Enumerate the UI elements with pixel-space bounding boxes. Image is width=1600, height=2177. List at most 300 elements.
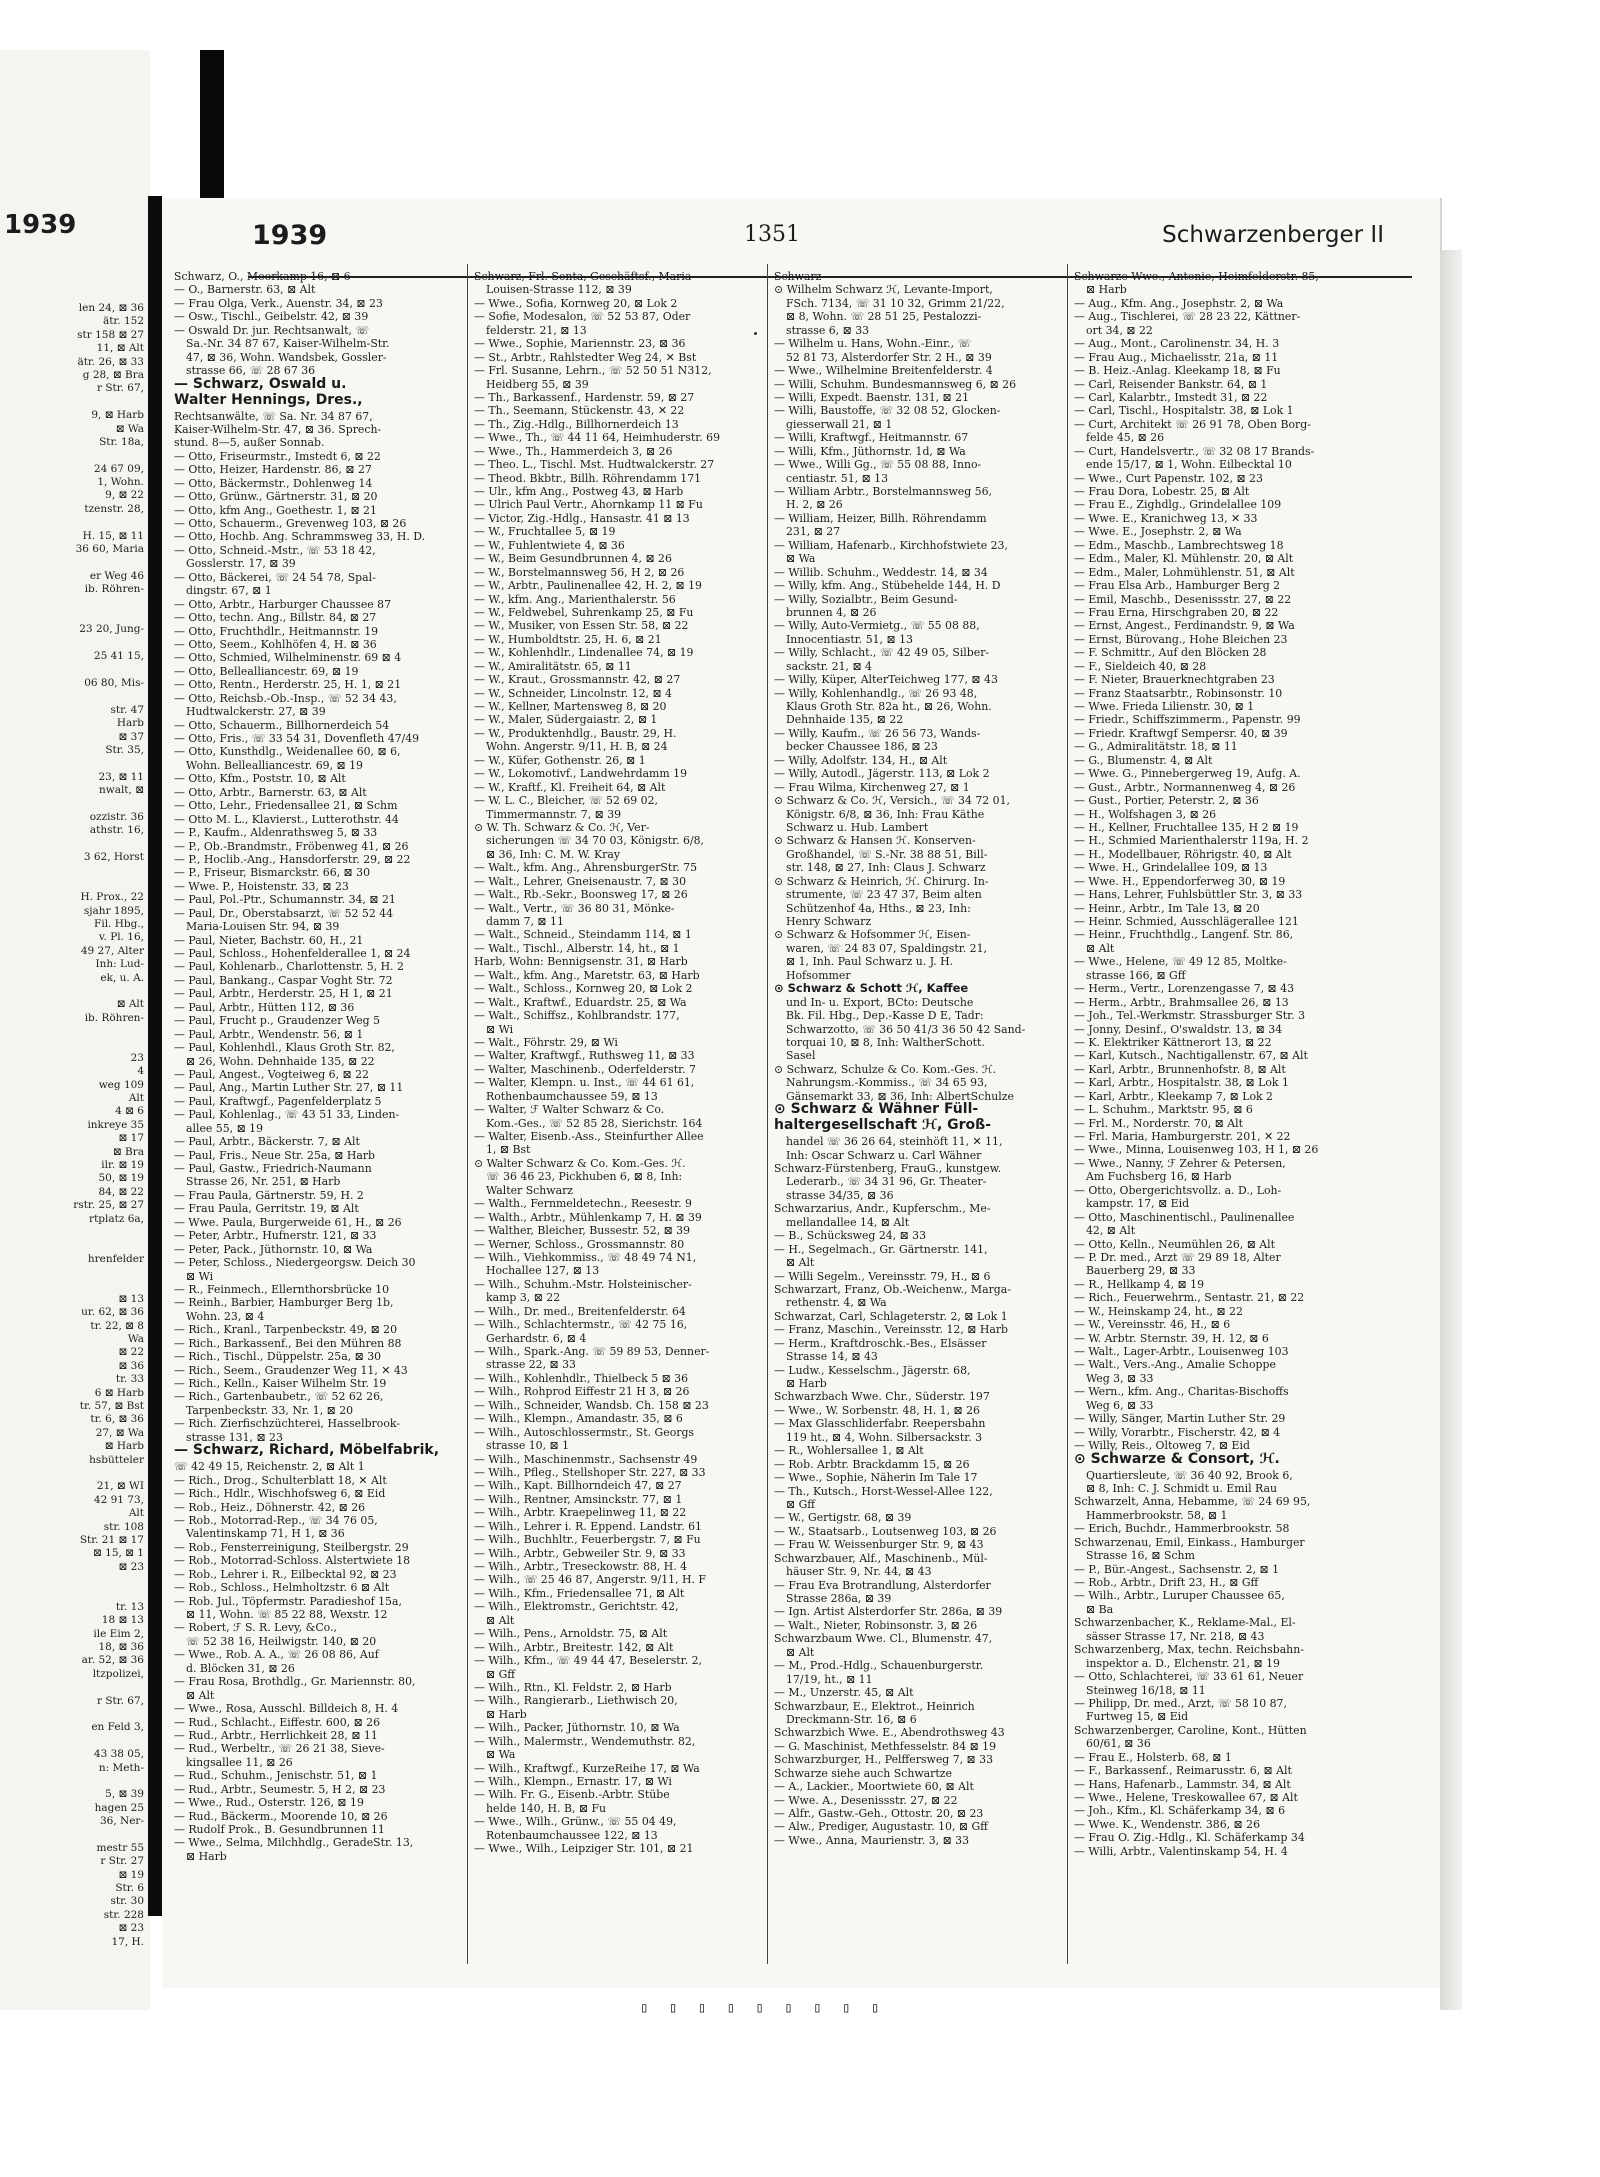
directory-entry-line: — Theo. L., Tischl. Mst. Hudtwalckerstr. 27 [474,458,715,472]
directory-entry-line: ⊠ Wi [486,1022,514,1036]
directory-entry-line: kampstr. 17, ⊠ Eid [1086,1197,1190,1211]
directory-entry-line: — Walt., kfm. Ang., Maretstr. 63, ⊠ Harb [474,968,700,982]
directory-entry-line: — William Arbtr., Borstelmannsweg 56, [774,485,992,498]
directory-entry-line: Hofsommer [786,968,851,982]
previous-page-line: str. 228 [103,1908,144,1921]
previous-page-line [4,1775,144,1788]
previous-page-line: ⊠ Wa [115,422,144,435]
directory-entry-line: Schwarzbauer, Alf., Maschinenb., Mül- [774,1551,988,1565]
directory-entry-line: — Walt., Kraftwf., Eduardstr. 25, ⊠ Wa [474,995,687,1009]
directory-entry-line: — Willy, Kohlenhandlg., ☏ 26 93 48, [774,686,978,700]
directory-entry-line: — Wern., kfm. Ang., Charitas-Bischoffs [1074,1385,1289,1399]
directory-entry-line: ⊙ Schwarz & Hansen ℋ. Konserven- [774,834,976,848]
directory-entry-line: — Otto, Grünw., Gärtnerstr. 31, ⊠ 20 [174,490,378,504]
directory-entry-line: — Wwe., Rob. A. A., ☏ 26 08 86, Auf [174,1648,379,1662]
directory-entry-line: und In- u. Export, BCto: Deutsche [786,995,974,1009]
directory-entry-line: — Otto, Heizer, Hardenstr. 86, ⊠ 27 [174,463,372,477]
directory-entry-line: — Robert, ℱ S. R. Levy, &Co., [174,1621,337,1635]
directory-entry-line: — Wilh., Buchhltr., Feuerbergstr. 7, ⊠ Fu [474,1533,701,1547]
directory-entry-line: ⊙ Walter Schwarz & Co. Kom.-Ges. ℋ. [474,1156,686,1170]
directory-entry-line: damm 7, ⊠ 11 [486,915,564,928]
directory-entry-line: ⊙ Schwarz & Co. ℋ, Versich., ☏ 34 72 01, [774,794,1010,808]
directory-entry-line: — Wwe., Sofia, Kornweg 20, ⊠ Lok 2 [474,296,678,310]
previous-page-line: 06 80, Mis- [84,676,144,689]
previous-page-line: ile Eim 2, [93,1627,144,1640]
directory-entry-line: Wohn. Bellealliancestr. 69, ⊠ 19 [186,758,363,772]
page-number: 1351 [744,222,800,247]
previous-page-line [4,838,144,851]
directory-entry-line: Wohn. 23, ⊠ 4 [186,1309,265,1323]
directory-entry-line: — Erich, Buchdr., Hammerbrookstr. 58 [1074,1522,1290,1536]
directory-entry-line: — Wilh. Fr. G., Eisenb.-Arbtr. Stübe [474,1788,670,1802]
directory-entry-line: 42, ⊠ Alt [1086,1224,1136,1238]
previous-page-line [4,556,144,569]
directory-entry-line: — Peter, Arbtr., Hufnerstr. 121, ⊠ 33 [174,1229,377,1243]
directory-entry-line: ⊠ Wa [486,1748,516,1762]
directory-entry-line: — Herm., Kraftdroschk.-Bes., Elsässer [774,1336,987,1350]
directory-entry-line: — Willy, Adolfstr. 134, H., ⊠ Alt [774,753,948,767]
directory-entry-line: — Walter, Eisenb.-Ass., Steinfurther Allee [474,1130,704,1143]
directory-entry-line: — Rich., Kelln., Kaiser Wilhelm Str. 19 [174,1377,387,1390]
directory-entry-line: sackstr. 21, ⊠ 4 [786,659,872,673]
directory-entry-line: Schwarzat, Carl, Schlageterstr. 2, ⊠ Lok 1 [774,1309,1008,1323]
directory-entry-line: — Paul, Arbtr., Herderstr. 25, H 1, ⊠ 21 [174,987,393,1001]
directory-entry-line: FSch. 7134, ☏ 31 10 32, Grimm 21/22, [786,296,1005,310]
previous-page-line [4,1038,144,1051]
directory-entry-line: — B. Heiz.-Anlag. Kleekamp 18, ⊠ Fu [1074,364,1281,378]
directory-entry-line: — Paul, Bankang., Caspar Voght Str. 72 [174,973,393,987]
directory-entry-line: 52 81 73, Alsterdorfer Str. 2 H., ⊠ 39 [786,350,992,364]
previous-page-line: Str. 6 [115,1882,144,1895]
directory-entry-line: — Rob., Schloss., Helmholtzstr. 6 ⊠ Alt [174,1581,390,1595]
directory-entry-line: — H., Kellner, Fruchtallee 135, H 2 ⊠ 19 [1074,820,1299,834]
directory-entry-line: ☏ 42 49 15, Reichenstr. 2, ⊠ Alt 1 [174,1460,365,1474]
previous-page-line: inkreye 35 [87,1118,144,1131]
directory-entry-line: brunnen 4, ⊠ 26 [786,605,877,619]
directory-entry-line: — Wwe., Curt Papenstr. 102, ⊠ 23 [1074,471,1263,485]
directory-entry-line: — William, Hafenarb., Kirchhofstwiete 23, [774,538,1008,552]
directory-entry-line: — Wilh., Kraftwgf., KurzeReihe 17, ⊠ Wa [474,1761,700,1775]
directory-entry-line: — Wwe., Wilh., Leipziger Str. 101, ⊠ 21 [474,1842,694,1856]
directory-entry-line: — Aug., Mont., Carolinenstr. 34, H. 3 [1074,337,1280,351]
directory-entry-line: — Wwe. H., Grindelallee 109, ⊠ 13 [1074,861,1268,875]
directory-entry-line: — Schwarz, Oswald u. [174,375,347,392]
directory-entry-line: — Friedr. Kraftwgf Sempersr. 40, ⊠ 39 [1074,726,1288,740]
directory-entry-line: ort 34, ⊠ 22 [1086,323,1153,337]
directory-entry-line: — Carl, Tischl., Hospitalstr. 38, ⊠ Lok 1 [1074,404,1294,418]
previous-page-line: v. Pl. 16, [98,931,144,944]
directory-entry-line: — Karl, Arbtr., Brunnenhofstr. 8, ⊠ Alt [1074,1062,1286,1076]
directory-entry-line: — Otto, Maschinentischl., Paulinenallee [1074,1210,1295,1224]
directory-entry-line: — Paul, Angest., Vogteiweg 6, ⊠ 22 [174,1067,369,1081]
directory-entry-line: Tarpenbeckstr. 33, Nr. 1, ⊠ 20 [186,1403,354,1417]
directory-entry-line: Walter Schwarz [486,1183,574,1197]
previous-page-line: er Weg 46 [89,569,144,582]
directory-entry-line: — Frau Dora, Lobestr. 25, ⊠ Alt [1074,485,1250,498]
previous-page-line: 27, ⊠ Wa [95,1426,144,1439]
directory-entry-line: Wohn. Angerstr. 9/11, H. B, ⊠ 24 [486,740,668,754]
directory-entry-line: — Wilh., Klempn., Ernastr. 17, ⊠ Wi [474,1775,672,1788]
directory-entry-line: — Paul, Ang., Martin Luther Str. 27, ⊠ 11 [174,1081,404,1095]
directory-entry-line: — Willi, Kraftwgf., Heitmannstr. 67 [774,431,969,445]
directory-entry-line: — Heinr. Schmied, Ausschlägerallee 121 [1074,915,1299,928]
directory-entry-line: — P. Dr. med., Arzt ☏ 29 89 18, Alter [1074,1250,1281,1264]
directory-entry-line: str. 148, ⊠ 27, Inh: Claus J. Schwarz [786,861,986,875]
directory-entry-line: — Otto, Arbtr., Harburger Chaussee 87 [174,597,392,611]
directory-entry-line: — F., Barkassenf., Reimarusstr. 6, ⊠ Alt [1074,1764,1292,1778]
directory-entry-line: handel ☏ 36 26 64, steinhöft 11, ✕ 11, [786,1135,1003,1149]
directory-entry-line: — Rud., Schlacht., Eiffestr. 600, ⊠ 26 [174,1715,381,1729]
directory-entry-line: Inh: Oscar Schwarz u. Carl Wähner [786,1148,982,1162]
directory-entry-line: Louisen-Strasse 112, ⊠ 39 [486,283,632,297]
previous-page-line [4,878,144,891]
directory-entry-line: inspektor a. D., Elchenstr. 21, ⊠ 19 [1086,1656,1280,1670]
directory-entry-line: — G., Blumenstr. 4, ⊠ Alt [1074,753,1213,767]
directory-entry-line: — Rich., Gartenbaubetr., ☏ 52 62 26, [174,1390,384,1404]
directory-entry-line: — Paul, Kraftwgf., Pagenfelderplatz 5 [174,1094,382,1108]
directory-entry-line: sicherungen ☏ 34 70 03, Königstr. 6/8, [486,834,705,848]
previous-page-line: ätr. 26, ⊠ 33 [77,355,144,368]
directory-entry-line: — Franz, Maschin., Vereinsstr. 12, ⊠ Harb [774,1323,1008,1337]
directory-entry-line: Strasse 26, Nr. 251, ⊠ Harb [186,1175,341,1189]
directory-entry-line: — Hans, Lehrer, Fuhlsbüttler Str. 3, ⊠ 33 [1074,888,1303,902]
scan-shadow [200,50,224,200]
directory-entry-line: — F. Schmittr., Auf den Blöcken 28 [1074,646,1267,660]
directory-entry-line: — Oswald Dr. jur. Rechtsanwalt, ☏ [174,323,370,337]
previous-page-line: 23 20, Jung- [79,623,144,636]
directory-entry-line: Schwarz, Frl. Senta, Geschäftsf., Maria [474,270,692,283]
directory-entry-line: — Alw., Prediger, Augustastr. 10, ⊠ Gff [774,1820,988,1834]
directory-entry-line: — Wilhelm u. Hans, Wohn.-Einr., ☏ [774,337,972,351]
previous-page-line: 17, H. [111,1935,144,1948]
directory-entry-line: — Th., Seemann, Stückenstr. 43, ✕ 22 [474,404,685,418]
directory-entry-line: Timmermannstr. 7, ⊠ 39 [486,807,622,821]
directory-entry-line: — Ludw., Kesselschm., Jägerstr. 68, [774,1363,971,1377]
directory-entry-line: — Schwarz, Richard, Möbelfabrik, [174,1442,440,1459]
previous-page-line: Inh: Lud- [95,958,144,971]
directory-entry-line: Klaus Groth Str. 82a ht., ⊠ 26, Wohn. [786,700,992,713]
directory-entry-line: — Herm., Vertr., Lorenzengasse 7, ⊠ 43 [1074,982,1294,996]
previous-page-line: 36, Ner- [99,1815,144,1828]
previous-page-line: ⊠ 19 [118,1868,144,1881]
directory-entry-line: — Frau E., Zighdlg., Grindelallee 109 [1074,498,1282,512]
directory-entry-line: — W., Produktenhdlg., Baustr. 29, H. [474,726,677,740]
previous-page-line [4,1025,144,1038]
directory-entry-line: — Willy, Autodl., Jägerstr. 113, ⊠ Lok 2 [774,767,990,781]
directory-entry-line: — Walt., Föhrstr. 29, ⊠ Wi [474,1035,618,1049]
directory-entry-line: — Wilh., Pens., Arnoldstr. 75, ⊠ Alt [474,1627,668,1641]
previous-page-line: ⊠ 36 [118,1359,144,1372]
previous-page-line: ⊠ 23 [118,1922,144,1935]
previous-page-line: hrenfelder [87,1252,144,1265]
previous-page-line: 4 ⊠ 6 [115,1105,144,1118]
directory-entry-line: — W., Gertigstr. 68, ⊠ 39 [774,1511,912,1525]
directory-entry-line: — Walt., Tischl., Alberstr. 14, ht., ⊠ 1 [474,941,680,955]
directory-entry-line: strasse 10, ⊠ 1 [486,1439,570,1453]
directory-entry-line: — Rob., Fensterreinigung, Steilbergstr. 29 [174,1540,409,1554]
previous-page-line: 11, ⊠ Alt [96,342,144,355]
column-divider [767,264,768,1964]
previous-page-line: athstr. 16, [89,824,144,837]
directory-entry-line: — Wwe., Selma, Milchhdlg., GeradeStr. 13, [174,1836,414,1850]
directory-entry-line: — Wwe., Wilh., Grünw., ☏ 55 04 49, [474,1815,677,1829]
directory-entry-line: — W., Kraftf., Kl. Freiheit 64, ⊠ Alt [474,780,666,794]
directory-entry-line: — Emil, Maschb., Desenissstr. 27, ⊠ 22 [1074,592,1292,606]
directory-entry-line: — Willi, Kfm., Jüthornstr. 1d, ⊠ Wa [774,444,966,458]
directory-entry-line: — Otto, Kelln., Neumühlen 26, ⊠ Alt [1074,1237,1276,1251]
directory-entry-line: — Otto, Friseurmstr., Imstedt 6, ⊠ 22 [174,449,381,463]
directory-entry-line: — Heinr., Fruchthdlg., Langenf. Str. 86, [1074,928,1294,942]
previous-page-line [4,396,144,409]
directory-entry-line: Bauerberg 29, ⊠ 33 [1086,1264,1196,1278]
directory-entry-line: — Willi, Baustoffe, ☏ 32 08 52, Glocken- [774,404,1001,418]
directory-entry-line: — Wwe. E., Josephstr. 2, ⊠ Wa [1074,525,1242,539]
previous-page-line [4,690,144,703]
directory-entry-line: — Rud., Bäckerm., Moorende 10, ⊠ 26 [174,1809,388,1823]
directory-entry-line: — Wilh., Arbtr., Treseckowstr. 88, H. 4 [474,1560,688,1573]
directory-entry-line: — G., Admiralitätstr. 18, ⊠ 11 [1074,740,1238,754]
running-title: Schwarzenberger II [1162,222,1384,248]
directory-entry-line: — W., Kohlenhdlr., Lindenallee 74, ⊠ 19 [474,646,694,660]
directory-entry-line: Dreckmann-Str. 16, ⊠ 6 [786,1712,917,1726]
directory-entry-line: ⊠ Harb [186,1849,227,1863]
directory-entry-line: strasse 34/35, ⊠ 36 [786,1188,894,1202]
directory-entry-line: — Joh., Kfm., Kl. Schäferkamp 34, ⊠ 6 [1074,1804,1285,1818]
directory-entry-line: — Wilh., Malermstr., Wendemuthstr. 82, [474,1734,696,1748]
directory-entry-line: mellandallee 14, ⊠ Alt [786,1215,910,1229]
directory-entry-line: — Karl, Arbtr., Hospitalstr. 38, ⊠ Lok 1 [1074,1076,1289,1090]
directory-entry-line: — Aug., Tischlerei, ☏ 28 23 22, Kättner- [1074,310,1301,324]
directory-entry-line: — H., Segelmach., Gr. Gärtnerstr. 141, [774,1242,988,1256]
previous-page-line: str. 47 [110,703,144,716]
book-gutter [148,196,162,1916]
directory-entry-line: — Otto, Bäckerei, ☏ 24 54 78, Spal- [174,570,376,584]
column-3 [774,270,1058,1847]
directory-entry-line: — B., Schücksweg 24, ⊠ 33 [774,1229,927,1243]
previous-page-line [4,1588,144,1601]
previous-page-line [4,985,144,998]
directory-entry-line: ⊠ Alt [1086,941,1115,955]
directory-entry-line: — Wwe. Paula, Burgerweide 61, H., ⊠ 26 [174,1215,402,1229]
directory-entry-line: — Otto, Arbtr., Barnerstr. 63, ⊠ Alt [174,785,367,799]
directory-entry-line: — Rich., Hdlr., Wischhofsweg 6, ⊠ Eid [174,1487,386,1501]
directory-entry-line: 47, ⊠ 36, Wohn. Wandsbek, Gossler- [186,350,387,364]
directory-entry-line: 1, ⊠ Bst [486,1143,531,1157]
previous-page-line: ltzpolizei, [92,1667,144,1680]
directory-entry-line: Schwarzarius, Andr., Kupferschm., Me- [774,1202,991,1216]
directory-entry-line: — Paul, Arbtr., Hütten 112, ⊠ 36 [174,1000,355,1014]
directory-entry-line: — Ulrich Paul Vertr., Ahornkamp 11 ⊠ Fu [474,498,703,512]
directory-entry-line: — Frl. Susanne, Lehrn., ☏ 52 50 51 N312, [474,364,712,378]
previous-page-text [4,302,144,1949]
directory-entry-line: Schwarzelt, Anna, Hebamme, ☏ 24 69 95, [1074,1495,1311,1509]
directory-entry-line: — Wilh., Kfm., ☏ 49 44 47, Beselerstr. 2, [474,1654,703,1668]
directory-entry-line: — Otto, Fris., ☏ 33 54 31, Dovenfleth 47/49 [174,732,420,745]
previous-page-line [4,664,144,677]
previous-page-line: str. 108 [103,1520,144,1533]
directory-entry-line: Furtweg 15, ⊠ Eid [1086,1710,1189,1724]
directory-entry-line: — W., Borstelmannsweg 56, H 2, ⊠ 26 [474,565,685,579]
previous-page-line: ⊠ 37 [118,730,144,743]
directory-entry-line: Nahrungsm.-Kommiss., ☏ 34 65 93, [786,1076,988,1090]
directory-entry-line: ⊠ Harb [1086,283,1127,297]
column-2 [474,270,758,1856]
directory-entry-line: Am Fuchsberg 16, ⊠ Harb [1086,1170,1232,1184]
directory-entry-line: — Paul, Arbtr., Bäckerstr. 7, ⊠ Alt [174,1135,360,1149]
directory-entry-line: kamp 3, ⊠ 22 [486,1291,561,1305]
previous-page-line: 6 ⊠ Harb [94,1386,144,1399]
directory-entry-line: ⊙ Schwarz & Schott ℋ, Kaffee [774,981,969,996]
directory-entry-line: — Rob., Lehrer i. R., Eilbecktal 92, ⊠ 23 [174,1567,397,1581]
directory-entry-line: — Wwe., Sophie, Mariennstr. 23, ⊠ 36 [474,337,686,351]
directory-entry-line: — F. Nieter, Brauerknechtgraben 23 [1074,673,1275,687]
directory-entry-line: — Curt, Architekt ☏ 26 91 78, Oben Borg- [1074,417,1311,431]
directory-entry-line: — Paul, Kohlenarb., Charlottenstr. 5, H. 2 [174,960,404,974]
directory-entry-line: — Franz Staatsarbtr., Robinsonstr. 10 [1074,686,1283,700]
directory-entry-line: Schwarzenberger, Caroline, Kont., Hütten [1074,1723,1307,1737]
directory-entry-line: — P., Ob.-Brandmstr., Fröbenweg 41, ⊠ 26 [174,839,409,853]
directory-entry-line: — Aug., Kfm. Ang., Josephstr. 2, ⊠ Wa [1074,296,1284,310]
directory-entry-line: Valentinskamp 71, H 1, ⊠ 36 [186,1527,345,1541]
directory-entry-line: ⊠ Harb [786,1377,827,1390]
previous-page-line [4,1239,144,1252]
directory-entry-line: — W., Kraut., Grossmannstr. 42, ⊠ 27 [474,673,681,687]
directory-entry-line: Heidberg 55, ⊠ 39 [486,377,589,391]
directory-entry-line: — Wwe., Th., ☏ 44 11 64, Heimhuderstr. 69 [474,431,721,445]
previous-page-line: 5, ⊠ 39 [105,1788,144,1801]
directory-entry-line: — Theod. Bkbtr., Billh. Röhrendamm 171 [474,471,702,485]
directory-entry-line: Königstr. 6/8, ⊠ 36, Inh: Frau Käthe [786,807,985,821]
directory-entry-line: ⊠ Harb [486,1707,527,1721]
directory-entry-line: — Walter, ℱ Walter Schwarz & Co. [474,1103,665,1117]
column-divider [1067,264,1068,1964]
directory-entry-line: — Walt., Schloss., Kornweg 20, ⊠ Lok 2 [474,982,693,996]
directory-entry-line: — Otto M. L., Klavierst., Lutterothstr. 44 [174,812,399,826]
column-divider [467,264,468,1964]
directory-entry-line: — P., Friseur, Bismarckstr. 66, ⊠ 30 [174,866,371,880]
directory-entry-line: — Wilh., Autoschlossermstr., St. Georgs [474,1425,695,1439]
directory-entry-line: — Willi, Schuhm. Bundesmannsweg 6, ⊠ 26 [774,377,1017,391]
directory-entry-line: — Frau Erna, Hirschgraben 20, ⊠ 22 [1074,605,1279,619]
previous-page-line: ozzistr. 36 [89,810,144,823]
previous-page-line: ⊠ 13 [118,1292,144,1305]
directory-entry-line: — Gust., Arbtr., Normannenweg 4, ⊠ 26 [1074,780,1296,794]
directory-entry-line: — Joh., Tel.-Werkmstr. Strassburger Str. 3 [1074,1009,1306,1023]
directory-entry-line: — W., Amiralitätstr. 65, ⊠ 11 [474,659,632,673]
previous-page-line: 3 62, Horst [83,851,144,864]
directory-entry-line: Harb, Wohn: Bennigsenstr. 31, ⊠ Harb [474,955,688,969]
previous-page-edge [0,50,150,2010]
directory-entry-line: — Walther, Bleicher, Bussestr. 52, ⊠ 39 [474,1224,691,1238]
directory-entry-line: Schwarz u. Hub. Lambert [786,820,929,834]
directory-entry-line: — Walt., kfm. Ang., AhrensburgerStr. 75 [474,861,698,875]
directory-entry-line: — Walter, Klempn. u. Inst., ☏ 44 61 61, [474,1076,695,1090]
directory-entry-line: haltergesellschaft ℋ, Groß- [774,1117,992,1134]
directory-entry-line: — Edm., Maler, Kl. Mühlenstr. 20, ⊠ Alt [1074,552,1294,566]
directory-entry-line: — Frau Olga, Verk., Auenstr. 34, ⊠ 23 [174,296,383,310]
directory-entry-line: Schwarze Wwe., Antonie, Heimfelderstr. 85, [1074,270,1319,283]
directory-entry-line: — Curt, Handelsvertr., ☏ 32 08 17 Brands- [1074,444,1315,458]
directory-entry-line: Schwarzenbacher, K., Reklame-Mal., El- [1074,1616,1296,1630]
previous-page-line: 43 38 05, [93,1748,144,1761]
directory-entry-line: ☏ 52 38 16, Heilwigstr. 140, ⊠ 20 [186,1634,377,1648]
directory-entry-line: — Paul, Fris., Neue Str. 25a, ⊠ Harb [174,1148,376,1162]
previous-page-line: 23 [130,1051,144,1064]
directory-entry-line: — W., Küfer, Gothenstr. 26, ⊠ 1 [474,753,646,767]
directory-entry-line: 17/19, ht., ⊠ 11 [786,1672,873,1686]
previous-page-line: ib. Röhren- [84,1011,144,1024]
directory-entry-line: — Rich., Barkassenf., Bei den Mühren 88 [174,1336,402,1350]
directory-entry-line: — Walter, Kraftwgf., Ruthsweg 11, ⊠ 33 [474,1049,695,1063]
directory-entry-line: — Wilh., Packer, Jüthornstr. 10, ⊠ Wa [474,1721,680,1735]
previous-page-line: ⊠ 15, ⊠ 1 [93,1547,144,1560]
directory-entry-line: häuser Str. 9, Nr. 44, ⊠ 43 [786,1565,932,1579]
directory-entry-line: — Wwe., Willi Gg., ☏ 55 08 88, Inno- [774,458,982,472]
directory-entry-line: — W., Heinskamp 24, ht., ⊠ 22 [1074,1304,1243,1318]
directory-entry-line: — Rich., Seem., Graudenzer Weg 11, ✕ 43 [174,1363,408,1377]
directory-entry-line: Sasel [786,1049,816,1063]
previous-page-line [4,1226,144,1239]
directory-entry-line: — Rob., Motorrad-Rep., ☏ 34 76 05, [174,1513,378,1527]
directory-entry-line: — Wwe., Th., Hammerdeich 3, ⊠ 26 [474,444,673,458]
directory-entry-line: Hammerbrookstr. 58, ⊠ 1 [1086,1508,1228,1522]
directory-entry-line: — Willi, Arbtr., Valentinskamp 54, H. 4 [1074,1844,1288,1858]
previous-page-line [4,1735,144,1748]
directory-entry-line: Quartiersleute, ☏ 36 40 92, Brook 6, [1086,1468,1293,1482]
directory-entry-line: — Wilh., ☏ 25 46 87, Angerstr. 9/11, H. F [474,1573,706,1587]
directory-entry-line: — Wwe., Helene, Treskowallee 67, ⊠ Alt [1074,1791,1298,1804]
directory-entry-line: Schwarz, O., Moorkamp 16, ⊠ 6 [174,270,351,283]
directory-entry-line: Hudtwalckerstr. 27, ⊠ 39 [186,705,326,719]
directory-entry-line: Innocentiastr. 51, ⊠ 13 [786,632,913,646]
directory-entry-line: — Willy, Auto-Vermietg., ☏ 55 08 88, [774,619,980,633]
previous-page-line: tzenstr. 28, [84,502,144,515]
previous-page-line [4,797,144,810]
directory-entry-line: — Paul, Nieter, Bachstr. 60, H., 21 [174,933,364,947]
directory-entry-line: — Carl, Reisender Bankstr. 64, ⊠ 1 [1074,377,1268,391]
previous-page-year: 1939 [4,210,77,240]
previous-page-line: 42 91 73, [93,1493,144,1506]
directory-entry-line: — Wilh., Klempn., Amandastr. 35, ⊠ 6 [474,1412,683,1426]
directory-entry-line: — Paul, Kohlenlag., ☏ 43 51 33, Linden- [174,1108,400,1122]
directory-entry-line: ☏ 36 46 23, Pickhuben 6, ⊠ 8, Inh: [486,1170,683,1184]
directory-entry-line: becker Chaussee 186, ⊠ 23 [786,740,938,754]
directory-entry-line: ⊙ Schwarz & Wähner Füll- [774,1101,979,1118]
directory-entry-line: — P., Kaufm., Aldenrathsweg 5, ⊠ 33 [174,826,378,840]
previous-page-line: 9, ⊠ Harb [91,409,144,422]
directory-entry-line: — Wwe., Sophie, Näherin Im Tale 17 [774,1471,978,1485]
directory-entry-line: — Rich. Zierfischzüchterei, Hasselbrook- [174,1417,400,1431]
directory-entry-line: ende 15/17, ⊠ 1, Wohn. Eilbecktal 10 [1086,458,1292,472]
directory-entry-line: ⊠ Wi [186,1269,214,1283]
previous-page-line: ilr. ⊠ 19 [101,1159,144,1171]
directory-entry-line: — Peter, Pack., Jüthornstr. 10, ⊠ Wa [174,1242,373,1256]
directory-entry-line: — Th., Zig.-Hdlg., Billhornerdeich 13 [474,417,679,431]
directory-entry-line: — Frau E., Holsterb. 68, ⊠ 1 [1074,1750,1232,1764]
directory-entry-line: — Walt., Nieter, Robinsonstr. 3, ⊠ 26 [774,1618,978,1632]
directory-entry-line: — Otto, Schlachterei, ☏ 33 61 61, Neuer [1074,1670,1304,1684]
directory-entry-line: centiastr. 51, ⊠ 13 [786,471,889,485]
directory-entry-line: — H., Wolfshagen 3, ⊠ 26 [1074,807,1217,821]
previous-page-line [4,864,144,877]
directory-entry-line: Lederarb., ☏ 34 31 96, Gr. Theater- [786,1175,987,1189]
directory-entry-line: — Frau W. Weissenburger Str. 9, ⊠ 43 [774,1538,984,1552]
directory-entry-line: — W., Musiker, von Essen Str. 58, ⊠ 22 [474,619,689,633]
previous-page-line [4,1467,144,1480]
directory-entry-line: — Peter, Schloss., Niedergeorgsw. Deich 30 [174,1256,416,1270]
directory-entry-line: Bk. Fil. Hbg., Dep.-Kasse D E, Tadr: [786,1009,984,1023]
directory-entry-line: Großhandel, ☏ S.-Nr. 38 88 51, Bill- [786,847,988,861]
